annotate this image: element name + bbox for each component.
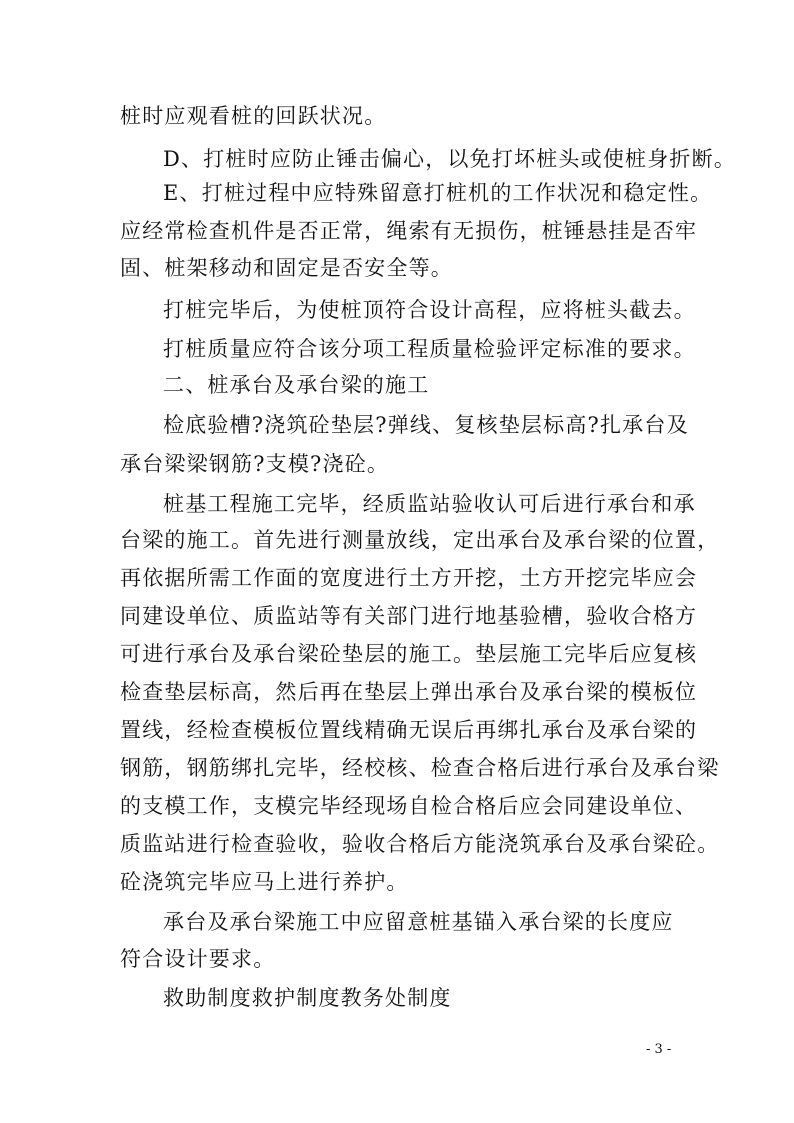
text-line: 承台及承台梁施工中应留意桩基锚入承台梁的长度应 bbox=[163, 910, 674, 934]
text-line: 打桩完毕后，为使桩顶符合设计高程，应将桩头截去。 bbox=[163, 298, 696, 322]
text-line: 质监站进行检查验收，验收合格后方能浇筑承台及承台梁砼。 bbox=[120, 832, 720, 856]
text-line: 再依据所需工作面的宽度进行土方开挖，土方开挖完毕应会 bbox=[120, 566, 698, 590]
text-line: 救助制度救护制度教务处制度 bbox=[163, 986, 452, 1010]
text-line: D、打桩时应防止锤击偏心，以免打坏桩头或使桩身折断。 bbox=[163, 147, 737, 171]
section-heading: 二、桩承台及承台梁的施工 bbox=[163, 373, 430, 397]
text-line: 置线，经检查模板位置线精确无误后再绑扎承台及承台梁的 bbox=[120, 718, 698, 742]
text-line: 同建设单位、质监站等有关部门进行地基验槽，验收合格方 bbox=[120, 604, 698, 628]
text-line: 承台梁梁钢筋?支模?浇砼。 bbox=[120, 452, 390, 476]
text-line: 台梁的施工。首先进行测量放线，定出承台及承台梁的位置， bbox=[120, 528, 720, 552]
page-number: - 3 - bbox=[646, 1042, 672, 1057]
text-line: 桩时应观看桩的回跃状况。 bbox=[120, 104, 387, 128]
text-line: 符合设计要求。 bbox=[120, 947, 276, 971]
text-line: 检底验槽?浇筑砼垫层?弹线、复核垫层标高?扎承台及 bbox=[163, 413, 689, 437]
text-line: 的支模工作，支模完毕经现场自检合格后应会同建设单位、 bbox=[120, 794, 698, 818]
text-line: 打桩质量应符合该分项工程质量检验评定标准的要求。 bbox=[163, 337, 696, 361]
text-line: 检查垫层标高，然后再在垫层上弹出承台及承台梁的模板位 bbox=[120, 680, 698, 704]
text-line: 砼浇筑完毕应马上进行养护。 bbox=[120, 870, 409, 894]
text-line: 桩基工程施工完毕，经质监站验收认可后进行承台和承 bbox=[163, 492, 696, 516]
text-line: 固、桩架移动和固定是否安全等。 bbox=[120, 256, 453, 280]
text-line: 钢筋，钢筋绑扎完毕，经校核、检查合格后进行承台及承台梁 bbox=[120, 756, 720, 780]
text-line: E、打桩过程中应特殊留意打桩机的工作状况和稳定性。 bbox=[163, 181, 713, 205]
text-line: 可进行承台及承台梁砼垫层的施工。垫层施工完毕后应复核 bbox=[120, 642, 698, 666]
text-line: 应经常检查机件是否正常，绳索有无损伤，桩锤悬挂是否牢 bbox=[120, 219, 698, 243]
